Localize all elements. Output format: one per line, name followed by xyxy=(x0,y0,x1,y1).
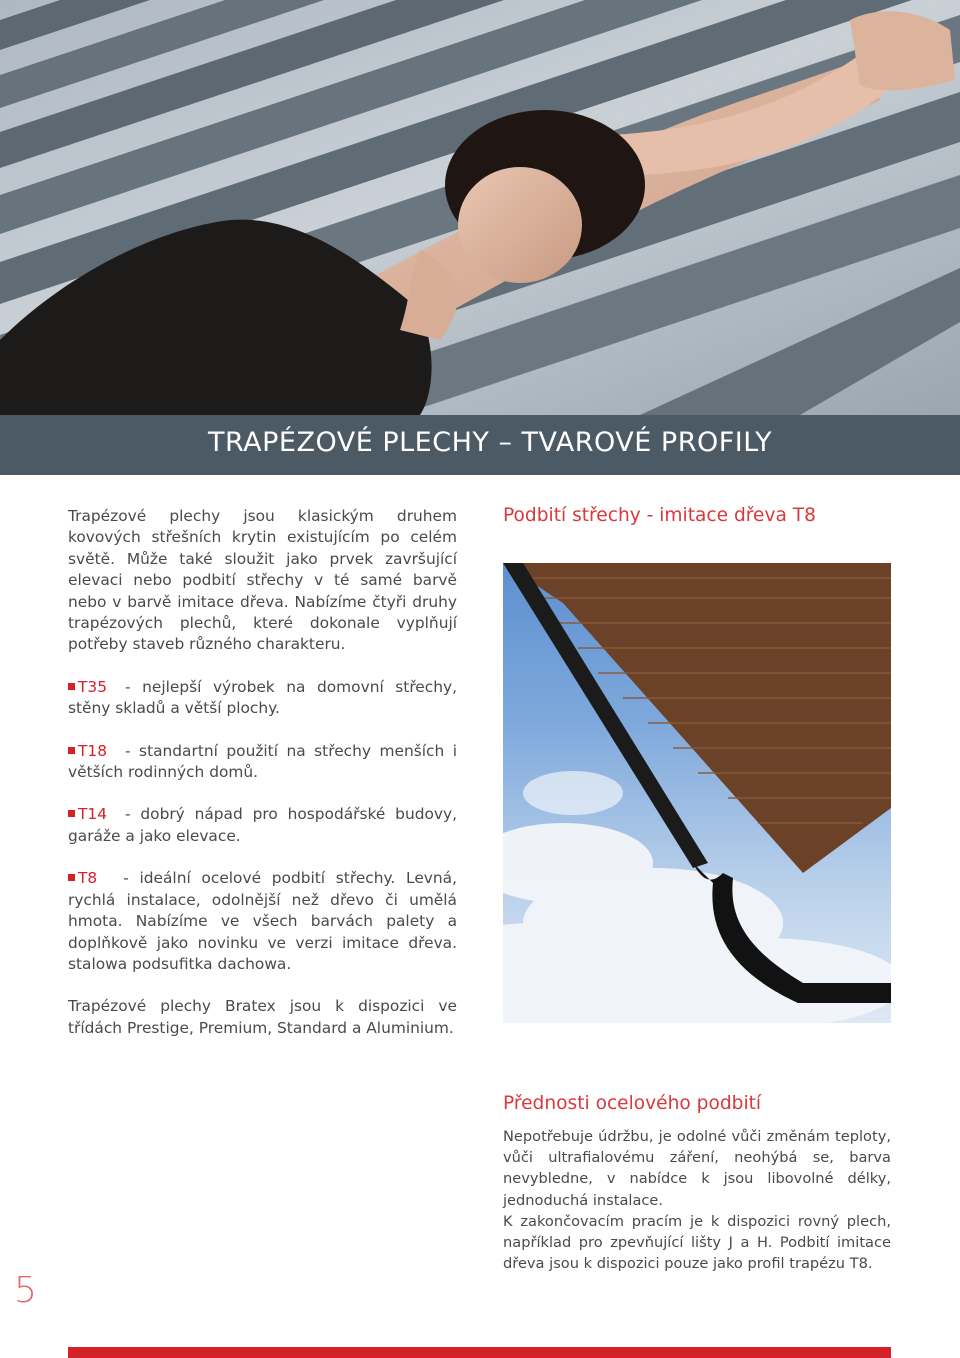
advantages-paragraph: K zakončovacím pracím je k dispozici rovný plech, například pro zpevňující lišty J a H. Podbití imitace dřeva jsou k dispozici pouze jako profil trapézu T8. xyxy=(503,1212,891,1273)
intro-paragraph: Trapézové plechy jsou klasickým druhem kovových střešních krytin existujícím po celém světě. Může také sloužit jako prvek završující elevaci nebo podbití střechy v té samé barvě nebo v barvě imitace dřeva. Nabízíme čtyři druhy trapézových plechů, které dokonale vyplňují potřeby staveb různého charakteru. xyxy=(68,507,457,654)
footer-bar xyxy=(68,1347,891,1358)
advantages-text xyxy=(503,1126,891,1274)
profile-code: T8 xyxy=(78,869,98,888)
profile-code: T14 xyxy=(78,805,107,824)
list-item xyxy=(68,868,457,975)
page-title: TRAPÉZOVÉ PLECHY – TVAROVÉ PROFILY xyxy=(208,427,773,458)
advantages-heading: Přednosti ocelového podbití xyxy=(503,1093,762,1114)
photo-heading: Podbití střechy - imitace dřeva T8 xyxy=(503,505,816,526)
profile-code: T35 xyxy=(78,677,107,696)
bullet-square-icon xyxy=(68,747,75,754)
profile-code: T18 xyxy=(78,741,107,760)
profile-description: - standartní použití na střechy menších i větších rodinných domů. xyxy=(68,741,457,782)
bullet-square-icon xyxy=(68,874,75,881)
soffit-photo xyxy=(503,563,891,1023)
bullet-square-icon xyxy=(68,683,75,690)
face-shape xyxy=(458,167,582,283)
profile-description: - dobrý nápad pro hospodářské budovy, garáže a jako elevace. xyxy=(68,805,457,845)
hero-photo-illustration xyxy=(0,0,960,415)
profile-description: - nejlepší výrobek na domovní střechy, stěny skladů a větší plochy. xyxy=(68,677,457,718)
advantages-paragraph: Nepotřebuje údržbu, je odolné vůči změnám teploty, vůči ultrafialovému záření, neohýbá se, barva nevybledne, v nabídce k jsou libovolné délky, jednoduchá instalace. xyxy=(503,1128,891,1209)
soffit-photo-illustration xyxy=(503,563,891,1023)
bullet-square-icon xyxy=(68,810,75,817)
list-item xyxy=(68,677,457,720)
closing-paragraph: Trapézové plechy Bratex jsou k dispozici ve třídách Prestige, Premium, Standard a Aluminium. xyxy=(68,997,457,1037)
profile-description: - ideální ocelové podbití střechy. Levná, rychlá instalace, odolnější než dřevo či umělá hmota. Nabízíme ve všech barvách palety a doplňkově jako novinku ve verzi imitace dřeva. stalowa podsufitka dachowa. xyxy=(68,869,457,973)
title-band xyxy=(0,415,960,475)
hero-photo xyxy=(0,0,960,415)
list-item xyxy=(68,741,457,784)
left-text-column xyxy=(68,506,457,1039)
page-number: 5 xyxy=(14,1270,37,1311)
list-item xyxy=(68,804,457,847)
